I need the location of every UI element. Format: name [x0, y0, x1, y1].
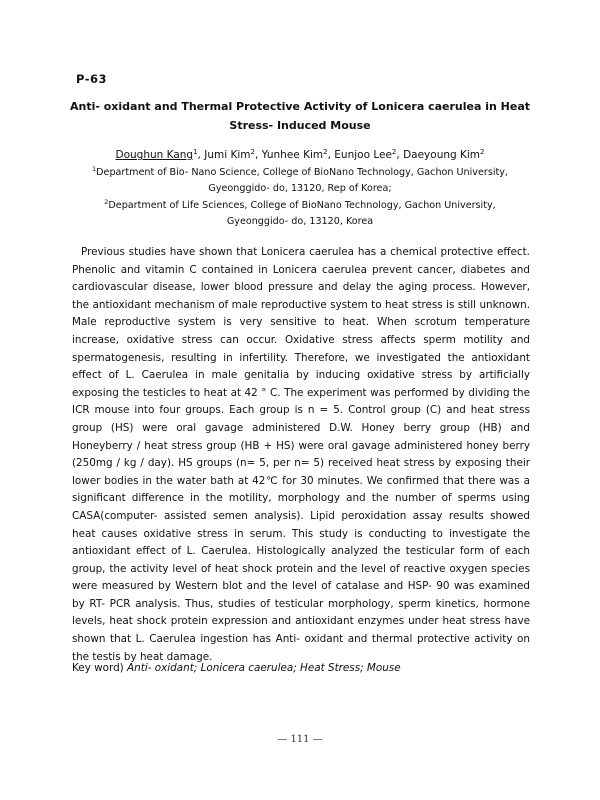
author-affiliation-mark: 1 [193, 148, 198, 156]
affiliation-number: 1 [92, 165, 97, 173]
author [403, 149, 484, 161]
author-list [60, 147, 540, 163]
affiliation-2-line-2: Gyeonggido- do, 13120, Korea [226, 215, 374, 227]
paper-title [60, 97, 540, 135]
author-affiliation-mark: 2 [250, 148, 255, 156]
author-separator: , [396, 149, 404, 161]
author-name: Doughun Kang [115, 149, 194, 161]
keywords [72, 660, 530, 676]
affiliation-text: Department of Life Sciences, College of BioNano Technology, Gachon University, [108, 199, 496, 211]
author-affiliation-mark: 2 [480, 148, 485, 156]
author-affiliation-mark: 2 [323, 148, 328, 156]
author-separator: , [254, 149, 262, 161]
abstract-body: Previous studies have shown that Lonicera caerulea has a chemical protective effect. Phenolic and vitamin C contained in Lonicera caerulea prevent cancer, diabetes and cardiovascular disease, lower blood pressure and delay the aging process. However, the antioxidant mechanism of male reproductive system to heat stress is still unknown. Male reproductive system is very sensitive to heat. When scrotum temperature increase, oxidative stress can occur. Oxidative stress affects sperm motility and spermatogenesis, resulting in infertility. Therefore, we investigated the antioxidant effect of L. Caerulea in male genitalia by inducing oxidative stress by artificially exposing the testicles to heat at 42 ° C. The experiment was performed by dividing the ICR mouse into four groups. Each group is n = 5. Control group (C) and heat stress group (HS) were oral gavage administered D.W. Honey berry group (HB) and Honeyberry / heat stress group (HB + HS) were oral gavage administered honey berry (250mg / kg / day). HS groups (n= 5, per n= 5) received heat stress by exposing their lower bodies in the water bath at 42℃ for 30 minutes. We confirmed that there was a significant difference in the motility, morphology and the number of sperms using CASA(computer- assisted semen analysis). Lipid peroxidation assay results showed heat causes oxidative stress in serum. This study is conducting to investigate the antioxidant effect of L. Caerulea. Histologically analyzed the testicular form of each group, the activity level of heat shock protein and the level of reactive oxygen species were measured by Western blot and the level of catalase and HSP- 90 was examined by RT- PCR analysis. Thus, studies of testicular morphology, sperm kinetics, hormone levels, heat shock protein expression and antioxidant enzymes under heat stress have shown that L. Caerulea ingestion has Anti- oxidant and thermal protective activity on the testis by heat damage. [72, 246, 530, 663]
keywords-values: Anti- oxidant; Lonicera caerulea; Heat Stress; Mouse [127, 662, 401, 674]
affiliation-2-line-1 [60, 198, 540, 214]
author-name: Daeyoung Kim [403, 149, 481, 161]
title-line-1: Anti- oxidant and Thermal Protective Activity of Lonicera caerulea in Heat [69, 100, 531, 113]
title-line-2: Stress- Induced Mouse [229, 119, 371, 132]
page-number: — 111 — [277, 734, 323, 745]
affiliation-number: 2 [104, 197, 109, 206]
author-affiliation-mark: 2 [391, 148, 397, 156]
author [204, 149, 261, 161]
affiliation-1-line-1 [60, 165, 540, 181]
keywords-label: Key word) [72, 662, 128, 674]
affiliation-text: Department of Bio- Nano Science, College of BioNano Technology, Gachon University, [96, 167, 508, 178]
author-name: Yunhee Kim [261, 149, 324, 161]
affiliations [60, 165, 540, 230]
poster-id: P-63 [76, 72, 108, 86]
author-name: Eunjoo Lee [334, 149, 392, 161]
author-separator: , [197, 149, 205, 161]
author-separator: , [327, 149, 335, 161]
author [334, 149, 403, 161]
affiliation-1-line-2: Gyeonggido- do, 13120, Rep of Korea; [208, 183, 392, 195]
author-name: Jumi Kim [204, 149, 251, 161]
author [262, 149, 335, 161]
author [115, 149, 204, 161]
